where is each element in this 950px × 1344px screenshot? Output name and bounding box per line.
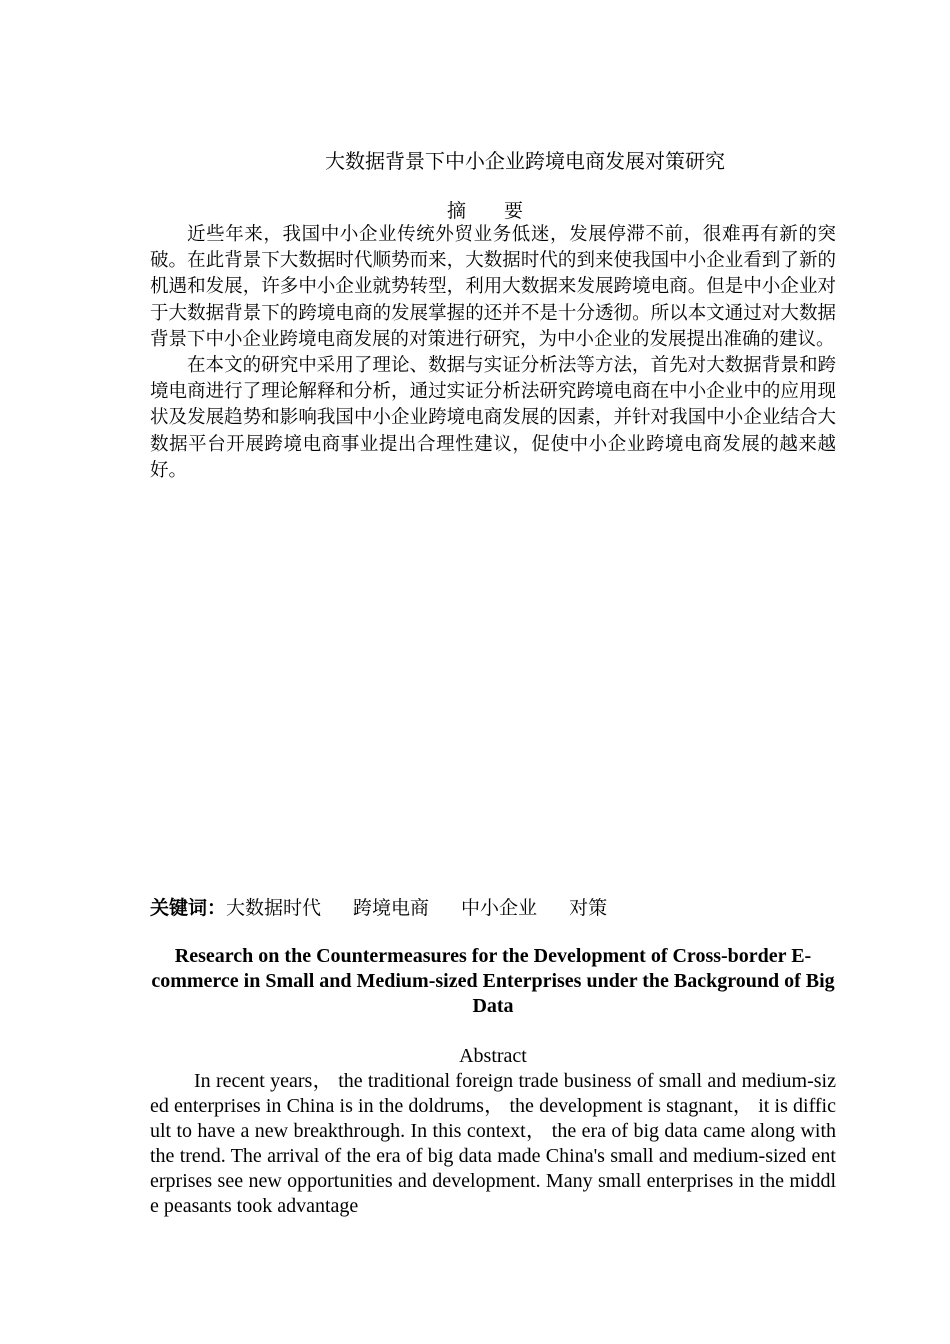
chinese-title: 大数据背景下中小企业跨境电商发展对策研究 [325,149,725,173]
keywords-label: 关键词： [150,897,227,919]
english-abstract-body [150,1069,836,1219]
chinese-abstract-paragraph-1: 近些年来，我国中小企业传统外贸业务低迷，发展停滞不前，很难再有新的突破。在此背景下大数据时代顺势而来，大数据时代的到来使我国中小企业看到了新的机遇和发展，许多中小企业就势转型，利用大数据来发展跨境电商。但是中小企业对于大数据背景下的跨境电商的发展掌握的还并不是十分透彻。所以本文通过对大数据背景下中小企业跨境电商发展的对策进行研究，为中小企业的发展提出准确的建议。 [150,224,836,350]
keyword-item: 对策 [569,897,608,919]
english-abstract-heading: Abstract [459,1045,527,1067]
keyword-item: 大数据时代 [226,897,322,919]
keyword-item: 中小企业 [461,897,538,919]
english-abstract-paragraph: In recent years， the traditional foreign trade business of small and medium-sized enterprises in China is in the doldrums， the development is stagnant， it is difficult to have a new breakthrough. In this context， the era of big data came along with the trend. The arrival of the era of big data made China's small and medium-sized enterprises see new opportunities and development. Many small enterprises in the middle peasants took advantage [150,1070,836,1217]
english-title: Research on the Countermeasures for the Development of Cross-border E-commerce in Small and Medium-sized Enterprises under the Background of Big Data [151,945,835,1017]
keyword-item: 跨境电商 [353,897,430,919]
chinese-abstract-heading: 摘 要 [446,200,540,222]
chinese-abstract-body [150,222,836,484]
chinese-abstract-paragraph-2: 在本文的研究中采用了理论、数据与实证分析法等方法，首先对大数据背景和跨境电商进行了理论解释和分析，通过实证分析法研究跨境电商在中小企业中的应用现状及发展趋势和影响我国中小企业跨境电商发展的因素，并针对我国中小企业结合大数据平台开展跨境电商事业提出合理性建议，促使中小企业跨境电商发展的越来越好。 [150,355,836,481]
keywords-line [150,894,850,922]
